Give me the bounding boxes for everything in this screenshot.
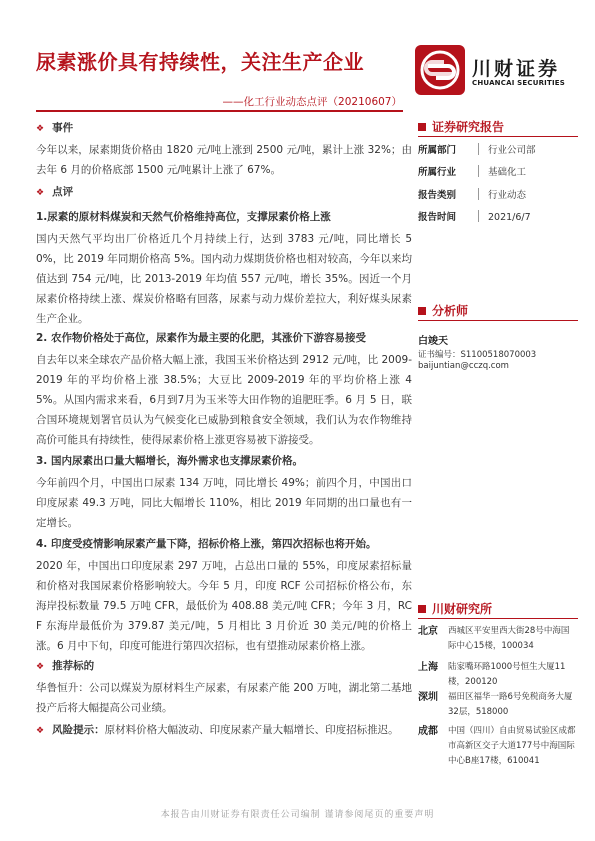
point-2-heading: 2. 农作物价格处于高位，尿素作为最主要的化肥，其涨价下游容易接受: [36, 332, 366, 344]
report-title: 尿素涨价具有持续性，关注生产企业: [36, 50, 364, 74]
point-3-paragraph: 今年前四个月，中国出口尿素 134 万吨，同比增长 49%；前四个月，中国出口印度尿素 49.3 万吨，同比大幅增长 110%，相比 2019 年同期的出口量也有一定增长。: [36, 477, 412, 529]
analyst-name: 白竣天: [418, 336, 448, 347]
square-bullet-icon: [418, 123, 426, 131]
point-3-heading: 3. 国内尿素出口量大幅增长，海外需求也支撑尿素价格。: [36, 455, 303, 467]
office-city-chengdu: 成都: [418, 726, 438, 737]
office-city-beijing: 北京: [418, 626, 438, 637]
analyst-heading: 分析师: [418, 302, 468, 319]
info-row-department: 所属部门 行业公司部: [418, 145, 536, 156]
info-row-industry: 所属行业 基础化工: [418, 167, 527, 178]
risk-paragraph: ❖ 风险提示：原材料价格大幅波动、印度尿素产量大幅增长、印度招标推迟。: [36, 724, 399, 736]
report-info-heading: 证券研究报告: [418, 118, 504, 135]
diamond-bullet-icon: ❖: [36, 188, 45, 198]
recommend-paragraph: 华鲁恒升：公司以煤炭为原材料生产尿素，有尿素产能 200 万吨，湖北第二基地投产后将大幅提高公司业绩。: [36, 682, 412, 714]
analyst-email[interactable]: baijuntian@cczq.com: [418, 361, 509, 371]
office-address-chengdu: 中国（四川）自由贸易试验区成都市高新区交子大道177号中海国际中心B座17楼，610041: [448, 726, 576, 766]
event-paragraph: 今年以来，尿素期货价格由 1820 元/吨上涨到 2500 元/吨，累计上涨 32%；由去年 6 月的价格底部 1500 元/吨累计上涨了 67%。: [36, 144, 412, 176]
point-1-heading: 1.尿素的原材料煤炭和天然气价格维持高位，支撑尿素价格上涨: [36, 211, 331, 223]
office-address-shanghai: 陆家嘴环路1000号恒生大厦11楼，200120: [448, 662, 566, 687]
sidebar-divider: [418, 136, 578, 137]
point-4-heading: 4. 印度受疫情影响尿素产量下降，招标价格上涨，第四次招标也将开始。: [36, 538, 377, 550]
section-comment-heading: ❖ 点评: [36, 186, 74, 198]
diamond-bullet-icon: ❖: [36, 124, 45, 134]
square-bullet-icon: [418, 307, 426, 315]
office-address-beijing: 西城区平安里西大街28号中海国际中心15楼，100034: [448, 626, 570, 651]
office-address-shenzhen: 福田区福华一路6号免税商务大厦32层，518000: [448, 692, 573, 717]
analyst-cert: 证书编号：S1100518070003: [418, 350, 537, 360]
sidebar-divider: [418, 320, 578, 321]
brand-name: 川财证券: [472, 58, 561, 80]
logo-emblem-icon: [414, 44, 466, 96]
page-footer: 本报告由川财证券有限责任公司编制 谨请参阅尾页的重要声明: [160, 810, 435, 820]
info-row-report-date: 报告时间 2021/6/7: [418, 212, 531, 223]
title-divider: [36, 110, 403, 112]
office-city-shenzhen: 深圳: [418, 692, 438, 703]
point-4-paragraph: 2020 年，中国出口印度尿素 297 万吨，占总出口量的 55%，印度尿素招标量和价格对我国尿素价格影响较大。今年 5 月，印度 RCF 公司招标价格公布，东海岸投标数量 79.5 万吨 CFR，最低价为 408.88 美元/吨 CFR；今年 3 月，RCF 东海岸最低价为 379.87 美元/吨，5 月相比 3 月价近 30 美元/吨的价格上涨。6 月中下旬，印度可能进行第四次招标，也有望推动尿素价格上涨。: [36, 560, 412, 652]
diamond-bullet-icon: ❖: [36, 662, 45, 672]
diamond-bullet-icon: ❖: [36, 726, 45, 736]
info-row-report-type: 报告类别 行业动态: [418, 190, 527, 201]
square-bullet-icon: [418, 605, 426, 613]
section-recommend-heading: ❖ 推荐标的: [36, 660, 95, 672]
institute-heading: 川财研究所: [418, 600, 492, 617]
office-city-shanghai: 上海: [418, 662, 438, 673]
sidebar-divider: [418, 618, 578, 619]
brand-name-en: CHUANCAI SECURITIES: [472, 79, 565, 87]
company-logo: [414, 42, 564, 98]
point-2-paragraph: 自去年以来全球农产品价格大幅上涨，我国玉米价格达到 2912 元/吨，比 2009-2019 年的平均价格上涨 38.5%；大豆比 2009-2019 年的平均价格上涨 45%。从国内需求来看，6月到7月为玉米等大田作物的追肥旺季。6 月 5 日，联合国环境规划署官员认为气候变化已威胁到粮食安全领域，我们认为农作物维持高价可能具有持续性，使得尿素价格上涨更容易被下游接受。: [36, 354, 412, 446]
point-1-paragraph: 国内天然气平均出厂价格近几个月持续上行，达到 3783 元/吨，同比增长 50%，比 2019 年同期价格高 5%。国内动力煤期货价格也相对较高，今年以来均值达到 754 元/吨，比 2013-2019 年均值 557 元/吨，增长 35%。因近一个月尿素价格持续上涨、煤炭价格略有回落，尿素与动力煤价差拉大，利好煤头尿素生产企业。: [36, 233, 412, 325]
report-subtitle: ——化工行业动态点评（20210607）: [222, 96, 402, 108]
section-event-heading: ❖ 事件: [36, 122, 74, 134]
